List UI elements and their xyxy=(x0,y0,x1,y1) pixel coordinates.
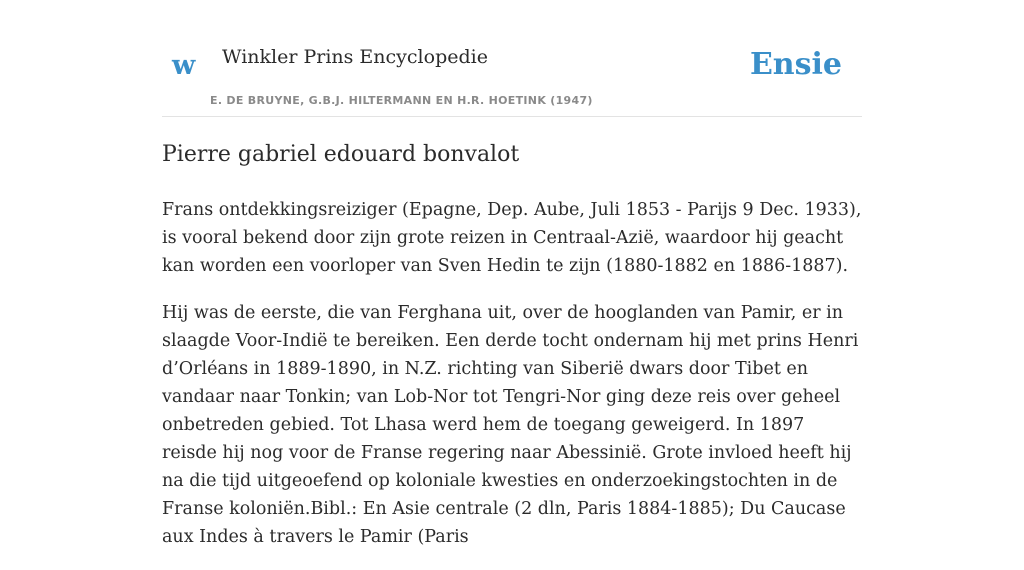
publication-logo-icon[interactable]: w xyxy=(172,50,196,81)
article xyxy=(162,138,862,570)
article-paragraph: Frans ontdekkingsreiziger (Epagne, Dep. Aube, Juli 1853 - Parijs 9 Dec. 1933), is vooral bekend door zijn grote reizen in Centraal-Azië, waardoor hij geacht kan worden een voorloper van Sven Hedin te zijn (1880-1882 en 1886-1887). xyxy=(162,200,862,276)
ensie-logo[interactable]: Ensie xyxy=(749,47,842,82)
article-title: Pierre gabriel edouard bonvalot xyxy=(162,142,520,167)
publication-title[interactable]: Winkler Prins Encyclopedie xyxy=(222,46,488,68)
site-header xyxy=(162,0,862,117)
publication-authors: E. DE BRUYNE, G.B.J. HILTERMANN EN H.R. HOETINK (1947) xyxy=(210,94,593,107)
article-paragraph: Hij was de eerste, die van Ferghana uit, over de hooglanden van Pamir, er in slaagde Voor-Indië te bereiken. Een derde tocht ondernam hij met prins Henri d’Orléans in 1889-1890, in N.Z. richting van Siberië dwars door Tibet en vandaar naar Tonkin; van Lob-Nor tot Tengri-Nor ging deze reis over geheel onbetreden gebied. Tot Lhasa werd hem de toegang geweigerd. In 1897 reisde hij nog voor de Franse regering naar Abessinië. Grote invloed heeft hij na die tijd uitgeoefend op koloniale kwesties en onderzoekingstochten in de Franse koloniën.Bibl.: En Asie centrale (2 dln, Paris 1884-1885); Du Caucase aux Indes à travers le Pamir (Paris xyxy=(162,303,859,547)
